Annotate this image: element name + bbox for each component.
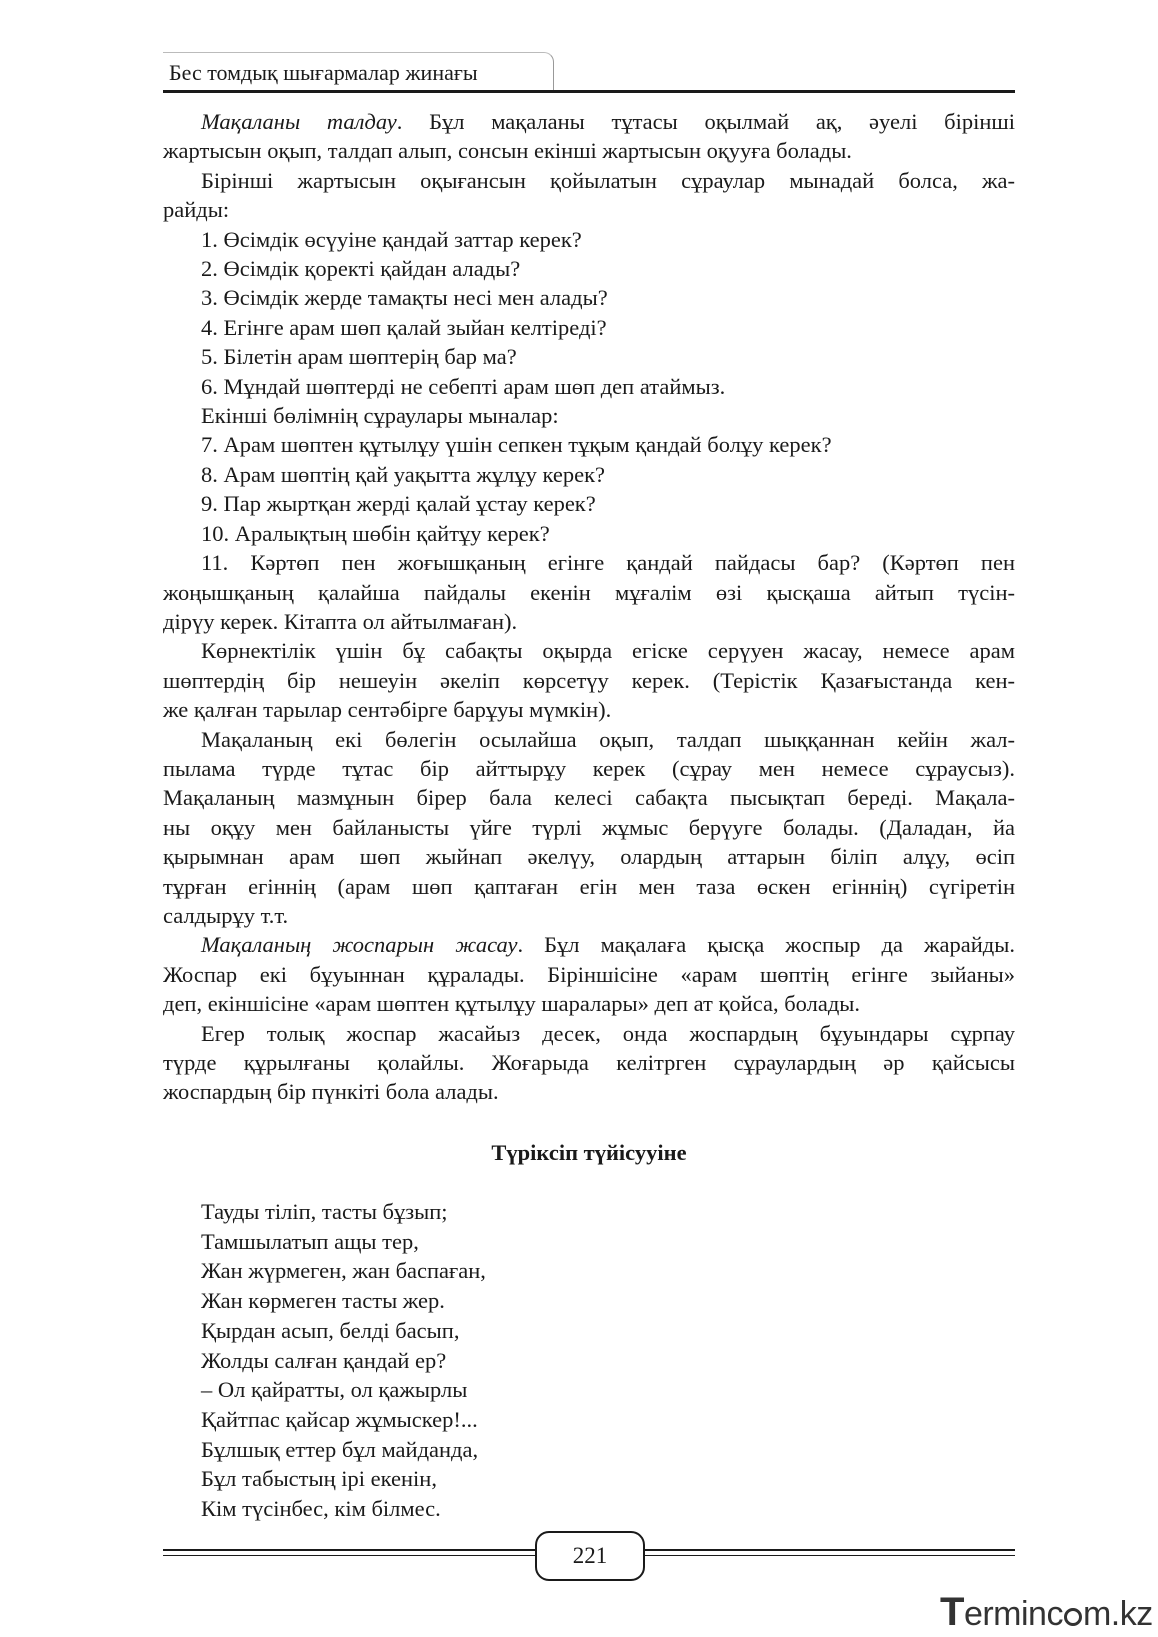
- paragraph-line: шөптердің бір нешеуін әкеліп көрсетүу керек. (Терістік Қазағыстанда кен-: [163, 667, 1015, 693]
- paragraph-line: ны оқұу мен байланысты үйге түрлі жұмыс берүуге болады. (Даладан, йа: [163, 814, 1015, 840]
- paragraph-line: Мақаланың мазмұнын бірер бала келесі сабақта пысықтап береді. Мақала-: [163, 785, 1015, 811]
- list-item: 2. Өсімдік қоректі қайдан алады?: [201, 256, 521, 282]
- paragraph-plan: Мақаланың жоспарын жасау. Бұл мақалаға қысқа жоспыр да жарайды.: [201, 932, 1015, 958]
- list-item: 7. Арам шөптен құтылұу үшін сепкен тұқым қандай болұу керек?: [201, 432, 832, 458]
- paragraph-line: Көрнектілік үшін бұ сабақты оқырда егіске серүуен жасау, немесе арам: [201, 638, 1015, 664]
- list-item: 6. Мұндай шөптерді не себепті арам шөп деп атаймыз.: [201, 373, 726, 399]
- poem-line: Қырдан асып, белді басып,: [201, 1317, 460, 1343]
- list-item: 3. Өсімдік жерде тамақты несі мен алады?: [201, 285, 608, 311]
- paragraph-analysis: Мақаланы талдау. Бұл мақаланы тұтасы оқылмай ақ, әуелі бірінші: [201, 109, 1015, 134]
- page-body: [163, 107, 1015, 1107]
- paragraph-line: же қалған тарылар сентәбірге барұуы мүмкін).: [163, 697, 612, 723]
- footer-rule-right-thin: [641, 1555, 1015, 1556]
- poem-line: Жолды салған қандай ер?: [201, 1347, 447, 1373]
- site-watermark: Terminc m.kz: [940, 1590, 1153, 1634]
- poem-line: Қайтпас қайсар жұмыскер!...: [201, 1406, 478, 1432]
- paragraph-line: жартысын оқып, талдап алып, сонсын екінші жартысын оқууға болады.: [163, 138, 852, 164]
- paragraph-line: Жоспар екі бұуыннан құралады. Біріншісіне «арам шөптің егінге зыйаны»: [163, 961, 1015, 987]
- list-item: 1. Өсімдік өсүуіне қандай заттар керек?: [201, 226, 582, 252]
- paragraph-line: Бірінші жартысын оқығансын қойылатын сұраулар мынадай болса, жа-: [201, 167, 1015, 193]
- paragraph-line: түрде құрылғаны қолайлы. Жоғарыда келітрген сұраулардың әр қайсысы: [163, 1050, 1015, 1075]
- paragraph-line: пылама түрде тұтас бір айттырұу керек (сұрау мен немесе сұраусыз).: [163, 755, 1015, 781]
- section-intro: Екінші бөлімнің сұраулары мыналар:: [201, 403, 559, 429]
- italic-term: Мақаланы талдау: [201, 109, 397, 134]
- paragraph-line: деп, екіншісіне «арам шөптен құтылұу шаралары» деп ат қойса, болады.: [163, 991, 861, 1017]
- list-item: 5. Білетін арам шөптерің бар ма?: [201, 344, 517, 370]
- running-header: [163, 52, 1015, 94]
- poem: [201, 1197, 486, 1524]
- list-item: 4. Егінге арам шөп қалай зыйан келтіреді?: [201, 314, 607, 340]
- poem-title: Түріксіп түйісууіне: [491, 1140, 687, 1165]
- poem-line: Кім түсінбес, кім білмес.: [201, 1496, 441, 1522]
- poem-line: Жан көрмеген тасты жер.: [201, 1288, 445, 1314]
- poem-line: Бұлшық еттер бұл майданда,: [201, 1436, 479, 1462]
- list-item: 10. Аралықтың шөбін қайтұу керек?: [201, 520, 550, 546]
- poem-line: Бұл табыстың ірі екенін,: [201, 1466, 437, 1492]
- header-rule: [163, 90, 1015, 93]
- page-number: 221: [535, 1531, 645, 1581]
- list-item: 9. Пар жыртқан жерді қалай ұстау керек?: [201, 491, 596, 517]
- footer-rule-left: [163, 1549, 535, 1551]
- list-item: 8. Арам шөптің қай уақытта жұлұу керек?: [201, 461, 606, 487]
- paragraph-line: жоңышқаның қалайша пайдалы екенін мұғалім өзі қысқаша айтып түсін-: [163, 579, 1015, 605]
- paragraph-line: Мақаланың екі бөлегін осылайша оқып, талдап шыққаннан кейін жал-: [201, 726, 1015, 752]
- poem-line: – Ол қайратты, ол қажырлы: [201, 1377, 468, 1403]
- paragraph-line: 11. Кәртөп пен жоғышқаның егінге қандай пайдасы бар? (Кәртөп пен: [201, 550, 1015, 576]
- paragraph-line: жоспардың бір пүнкіті бола алады.: [163, 1079, 499, 1105]
- italic-term: Мақаланың жоспарын жасау: [201, 932, 518, 958]
- magnifier-icon: [1064, 1608, 1082, 1626]
- paragraph-line: қырымнан арам шөп жыйнап әкелүу, олардың аттарын біліп алұу, өсіп: [163, 844, 1015, 870]
- poem-line: Жан жүрмеген, жан баспаған,: [201, 1258, 486, 1284]
- paragraph-line: дірүу керек. Кітапта ол айтылмаған).: [163, 608, 518, 634]
- paragraph-line: Егер толық жоспар жасайыз десек, онда жоспардың бұуындары сұрпау: [201, 1020, 1015, 1046]
- paragraph-line: тұрған егіннің (арам шөп қаптаған егін мен таза өскен егіннің) сүгіретін: [163, 873, 1015, 899]
- paragraph-line: райды:: [163, 197, 230, 223]
- poem-line: Тамшылатып ащы тер,: [201, 1228, 419, 1254]
- poem-line: Тауды тіліп, тасты бұзып;: [201, 1199, 448, 1224]
- footer-rule-right: [641, 1549, 1015, 1551]
- paragraph-line: салдырұу т.т.: [163, 902, 289, 928]
- footer-rule-left-thin: [163, 1555, 535, 1556]
- book-title: Бес томдық шығармалар жинағы: [169, 60, 478, 85]
